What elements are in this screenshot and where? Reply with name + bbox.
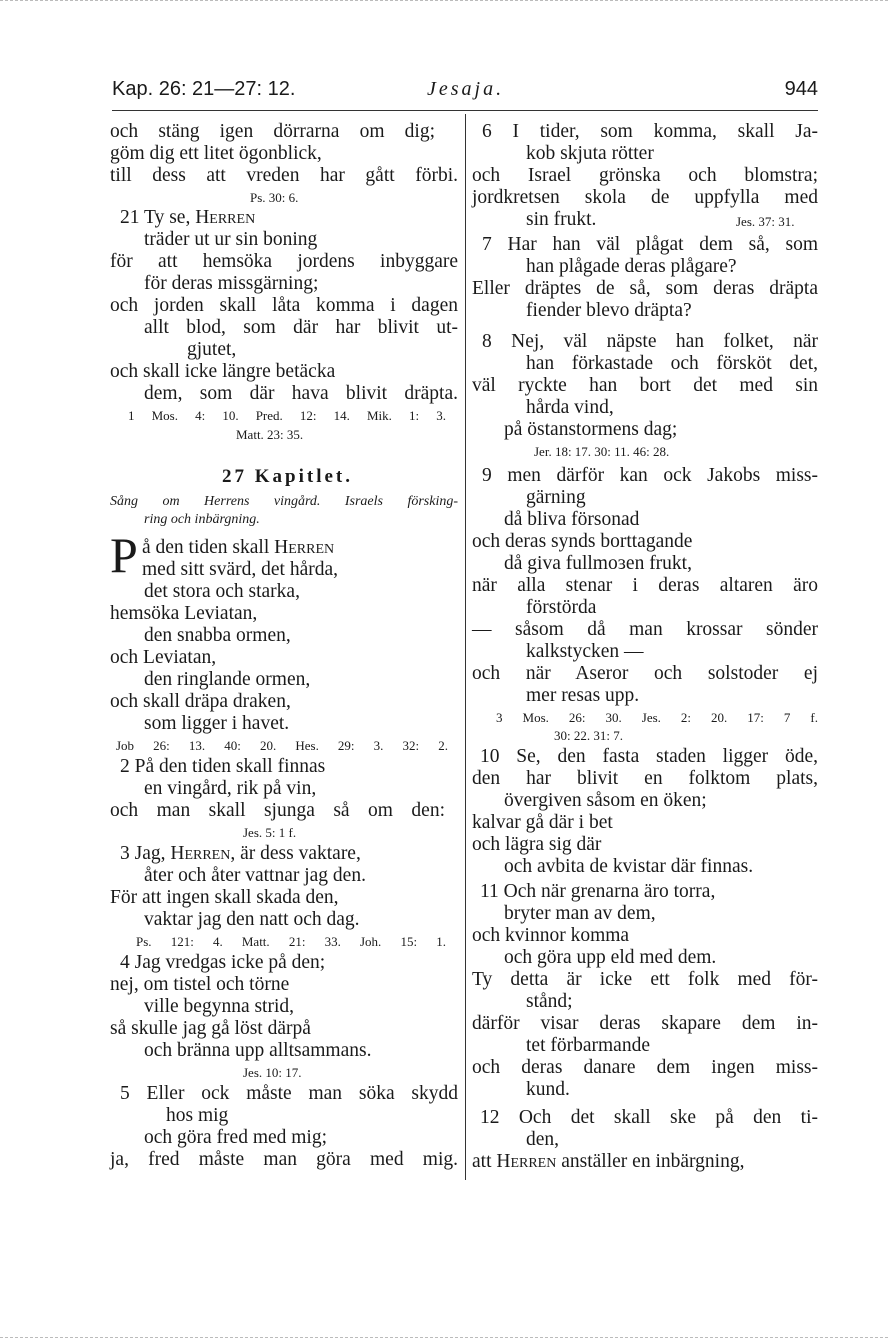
text-line: hårda vind, (526, 397, 614, 418)
text-line: så skulle jag gå löst därpå (110, 1018, 311, 1039)
divine-name: Herren (195, 207, 256, 228)
text-line: hos mig (166, 1105, 229, 1126)
text-line: kob skjuta rötter (526, 143, 654, 164)
text-line: 5 Eller ock måste man söka skydd (120, 1083, 458, 1104)
header-rule (112, 110, 818, 111)
text-line: gärning (526, 487, 586, 508)
text-line: hemsöka Leviatan, (110, 603, 258, 624)
text-line: den har blivit en folktom plats, (472, 768, 818, 789)
verse-line (120, 207, 255, 229)
text-line: gjutet, (187, 339, 237, 360)
text-line: en vingård, rik på vin, (144, 778, 317, 799)
scripture-reference: 30: 22. 31: 7. (554, 728, 623, 743)
text-line: tet förbarmande (526, 1035, 650, 1056)
running-header (112, 78, 818, 108)
text-line: och skall dräpa draken, (110, 691, 291, 712)
scripture-reference: Jes. 5: 1 f. (243, 825, 297, 840)
text-line: och göra fred med mig; (144, 1127, 328, 1148)
text-line: Eller dräptes de så, som deras dräpta (472, 278, 818, 299)
verse-line (142, 537, 334, 559)
text-line: det stora och starka, (144, 581, 300, 602)
text-line: 12 Och det skall ske på den ti- (480, 1107, 818, 1128)
verse-text: 21 Ty se, (120, 207, 191, 228)
chapter-heading: 27 Kapitlet. (222, 466, 353, 487)
text-line: 10 Se, den fasta staden ligger öde, (480, 746, 818, 767)
text-line: 9 men därför kan ock Jakobs miss- (482, 465, 818, 486)
text-line: 8 Nej, väl näpste han folket, när (482, 331, 818, 352)
text-line: stånd; (526, 991, 573, 1012)
text-line: ja, fred måste man göra med mig. (110, 1149, 458, 1170)
verse-line (120, 843, 361, 865)
scripture-reference: Job 26: 13. 40: 20. Hes. 29: 3. 32: 2. (116, 738, 448, 753)
divine-name: Herren (170, 843, 231, 864)
text-line: väl ryckte han bort det med sin (472, 375, 818, 396)
chapter-summary: Sång om Herrens vingård. Israels försking- (110, 494, 458, 509)
text-line: och göra upp eld med dem. (504, 947, 717, 968)
book-title: Jesaja. (427, 78, 505, 100)
text-line: mer resas upp. (526, 685, 640, 706)
text-line: och när Aseror och solstoder ej (472, 663, 818, 684)
scripture-reference: Ps. 121: 4. Matt. 21: 33. Joh. 15: 1. (136, 934, 446, 949)
verse-text: att (472, 1151, 492, 1172)
text-line: Ty detta är icke ett folk med för- (472, 969, 818, 990)
divine-name: Herren (496, 1151, 557, 1172)
text-line: den snabba ormen, (144, 625, 291, 646)
text-line: och man skall sjunga så om den: (110, 800, 445, 821)
text-line: ville begynna strid, (144, 996, 295, 1017)
verse-text: 3 Jag, (120, 843, 166, 864)
text-line: och stäng igen dörrarna om dig; (110, 121, 435, 142)
verse-text: , är dess vaktare, (230, 843, 361, 864)
text-line: han förkastade och försköt det, (526, 353, 818, 374)
text-line: 11 Och när grenarna äro torra, (480, 881, 716, 902)
text-line: dem, som där hava blivit dräpta. (144, 383, 458, 404)
text-line: därför visar deras skapare dem in- (472, 1013, 818, 1034)
text-line: med sitt svärd, det hårda, (142, 559, 339, 580)
chapter-range: Kap. 26: 21—27: 12. (112, 78, 296, 100)
column-divider (465, 114, 466, 1180)
text-line: då giva fullmoɜen frukt, (504, 553, 692, 574)
scripture-reference: Jes. 10: 17. (243, 1065, 302, 1080)
scan-top-edge (0, 0, 888, 3)
text-line: för deras missgärning; (144, 273, 319, 294)
text-line: — såsom då man krossar sönder (472, 619, 818, 640)
text-line: han plågade deras plågare? (526, 256, 737, 277)
text-line: och deras synds borttagande (472, 531, 693, 552)
text-line: förstörda (526, 597, 597, 618)
text-line: kalvar gå där i bet (472, 812, 613, 833)
text-line: till dess att vreden har gått förbi. (110, 165, 458, 186)
text-line: för att hemsöka jordens inbyggare (110, 251, 458, 272)
text-line: och jorden skall låta komma i dagen (110, 295, 458, 316)
text-line: kalkstycken — (526, 641, 644, 662)
text-line: 7 Har han väl plågat dem så, som (482, 234, 818, 255)
text-line: den ringlande ormen, (144, 669, 311, 690)
text-line: bryter man av dem, (504, 903, 656, 924)
drop-cap: P (110, 527, 138, 583)
text-line: som ligger i havet. (144, 713, 290, 734)
scripture-reference: 3 Mos. 26: 30. Jes. 2: 20. 17: 7 f. (496, 710, 818, 725)
text-line: då bliva försonad (504, 509, 640, 530)
text-line: och Leviatan, (110, 647, 217, 668)
text-line: sin frukt. (526, 209, 597, 230)
divine-name: Herren (274, 537, 335, 558)
text-line: 4 Jag vredgas icke på den; (120, 952, 326, 973)
text-line: vaktar jag den natt och dag. (144, 909, 360, 930)
scripture-reference: Jer. 18: 17. 30: 11. 46: 28. (534, 444, 670, 459)
text-line: jordkretsen skola de uppfylla med (472, 187, 818, 208)
text-line: och lägra sig där (472, 834, 602, 855)
text-line: och Israel grönska och blomstra; (472, 165, 818, 186)
text-line: För att ingen skall skada den, (110, 887, 339, 908)
text-line: 6 I tider, som komma, skall Ja- (482, 121, 818, 142)
page-number: 944 (784, 78, 818, 100)
text-line: fiender blevo dräpta? (526, 300, 692, 321)
text-line: nej, om tistel och törne (110, 974, 290, 995)
scripture-reference: Matt. 23: 35. (236, 427, 304, 442)
text-line: och deras danare dem ingen miss- (472, 1057, 818, 1078)
text-line: och bränna upp alltsammans. (144, 1040, 372, 1061)
scripture-reference: Jes. 37: 31. (736, 214, 795, 229)
verse-line (472, 1151, 744, 1173)
text-line: och skall icke längre betäcka (110, 361, 336, 382)
verse-text: anställer en inbärgning, (561, 1151, 745, 1172)
scripture-reference: Ps. 30: 6. (250, 190, 299, 205)
text-line: och kvinnor komma (472, 925, 630, 946)
text-line: träder ut ur sin boning (144, 229, 318, 250)
text-line: 2 På den tiden skall finnas (120, 756, 326, 777)
text-line: när alla stenar i deras altaren äro (472, 575, 818, 596)
chapter-summary: ring och inbärgning. (144, 512, 260, 527)
text-line: och avbita de kvistar där finnas. (504, 856, 754, 877)
text-line: kund. (526, 1079, 570, 1100)
text-line: övergiven såsom en öken; (504, 790, 707, 811)
text-line: göm dig ett litet ögonblick, (110, 143, 322, 164)
scripture-reference: 1 Mos. 4: 10. Pred. 12: 14. Mik. 1: 3. (128, 408, 446, 423)
verse-text: å den tiden skall (142, 537, 270, 558)
text-line: åter och åter vattnar jag den. (144, 865, 366, 886)
text-line: allt blod, som där har blivit ut- (144, 317, 458, 338)
text-line: den, (526, 1129, 560, 1150)
text-line: på östanstormens dag; (504, 419, 678, 440)
